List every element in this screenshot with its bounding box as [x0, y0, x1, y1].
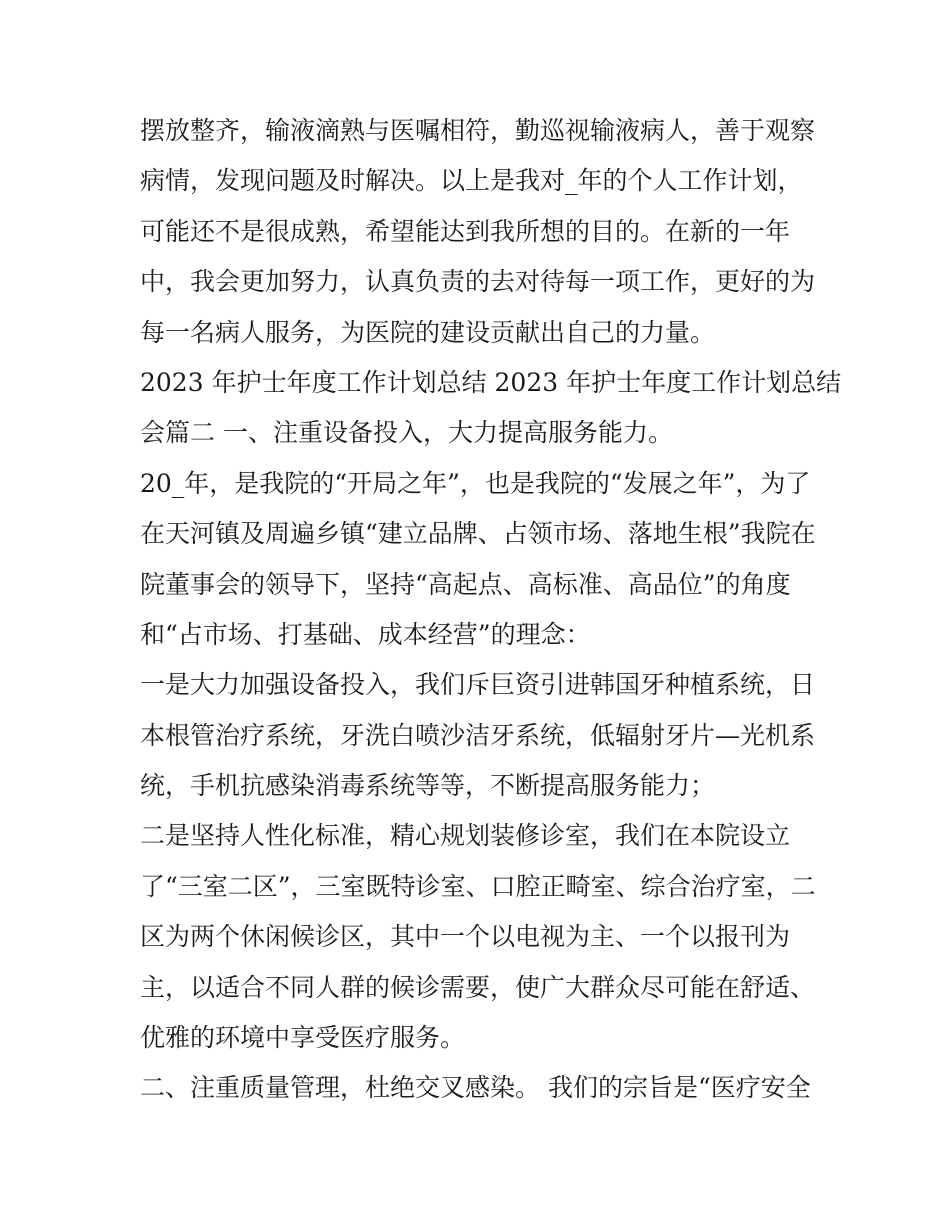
section-heading-line: 2023 年护士年度工作计划总结 2023 年护士年度工作计划总结: [140, 367, 842, 397]
section-heading-line: 会篇二 一、注重设备投入，大力提高服务能力。: [140, 418, 673, 448]
text-line: 病情，发现问题及时解决。以上是我对_年的个人工作计划，: [140, 166, 803, 196]
text-line: 二、注重质量管理，杜绝交叉感染。 我们的宗旨是“医疗安全: [140, 1073, 811, 1103]
text-line: 20_年，是我院的“开局之年”，也是我院的“发展之年”，为了: [140, 468, 811, 498]
text-line: 统，手机抗感染消毒系统等等，不断提高服务能力；: [140, 771, 716, 801]
text-line: 院董事会的领导下，坚持“高起点、高标准、高品位”的角度: [140, 569, 791, 599]
text-line: 摆放整齐，输液滴熟与医嘱相符，勤巡视输液病人，善于观察: [140, 116, 816, 145]
text-line: 二是坚持人性化标准，精心规划装修诊室，我们在本院设立: [140, 821, 791, 851]
text-line: 在天河镇及周遍乡镇“建立品牌、占领市场、落地生根”我院在: [140, 519, 816, 549]
text-line: 每一名病人服务，为医院的建设贡献出自己的力量。: [140, 317, 716, 347]
text-line: 一是大力加强设备投入，我们斥巨资引进韩国牙种植系统，日: [140, 670, 816, 700]
text-line: 区为两个休闲候诊区，其中一个以电视为主、一个以报刊为: [140, 922, 791, 952]
text-line: 本根管治疗系统，牙洗白喷沙洁牙系统，低辐射牙片—光机系: [140, 720, 816, 750]
text-line: 可能还不是很成熟，希望能达到我所想的目的。在新的一年: [140, 216, 791, 246]
text-line: 主，以适合不同人群的候诊需要，使广大群众尽可能在舒适、: [140, 972, 816, 1002]
document-body: [140, 106, 842, 1114]
text-line: 和“占市场、打基础、成本经营”的理念：: [140, 619, 591, 649]
text-line: 优雅的环境中享受医疗服务。: [140, 1023, 466, 1053]
text-line: 了“三室二区”，三室既特诊室、口腔正畸室、综合治疗室，二: [140, 871, 816, 901]
text-line: 中，我会更加努力，认真负责的去对待每一项工作，更好的为: [140, 267, 816, 297]
